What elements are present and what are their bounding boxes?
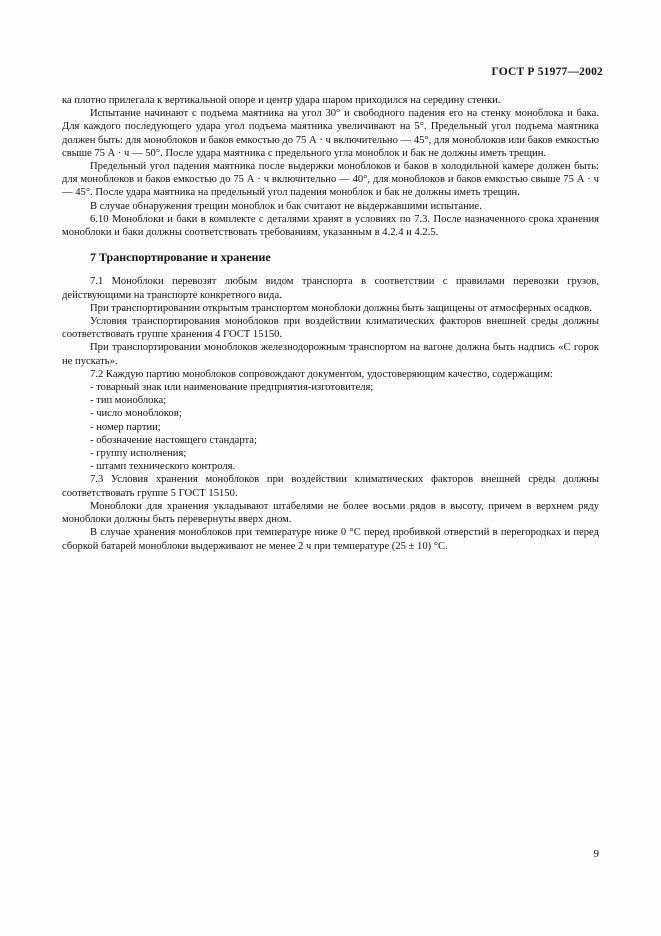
page-number: 9 — [593, 848, 599, 860]
paragraph-6-10: 6.10 Моноблоки и баки в комплекте с деталями хранят в условиях по 7.3. После назначенного срока хранения моноблоки и баки должны соответствовать требованиям, указанным в 4.2.4 и 4.2.5. — [62, 213, 599, 239]
paragraph: ка плотно прилегала к вертикальной опоре и центр удара шаром приходился на середину стенки. — [62, 95, 501, 106]
list-item: - группу исполнения; — [90, 447, 599, 460]
paragraph: При транспортировании моноблоков железнодорожным транспортом на вагоне должна быть надпись «С горок не пускать». — [62, 342, 599, 367]
paragraph: В случае хранения моноблоков при температуре ниже 0 °С перед пробивкой отверстий в перегородках и перед сборкой батарей моноблоки выдерживают не менее 2 ч при температуре (25 ± 10) °С. — [62, 527, 599, 552]
paragraph: При транспортировании открытым транспортом моноблоки должны быть защищены от атмосферных осадков. — [90, 302, 592, 314]
list-item: - номер партии; — [90, 421, 599, 434]
list-item: - штамп технического контроля. — [90, 460, 599, 473]
paragraph: Условия транспортирования моноблоков при воздействии климатических факторов внешней среды должны соответствовать группе хранения 4 ГОСТ 15150. — [62, 316, 599, 341]
document-contents-list — [62, 381, 599, 473]
document-body — [62, 94, 599, 553]
paragraph: Испытание начинают с подъема маятника на угол 30° и свободного падения его на стенку моноблока и бака. Для каждого последующего удара угол подъема маятника увеличивают на 5°. Предельный угол подъема маятника должен быть: для моноблоков и баков емкостью до 75 А · ч включительно — 45°, для моноблоков или баков емкостью свыше 75 А · ч — 50°. После удара маятника с предельного угла моноблок и бак не должны иметь трещин. — [62, 108, 599, 159]
list-item: - число моноблоков; — [90, 407, 599, 420]
paragraph: В случае обнаружения трещин моноблок и бак считают не выдержавшими испытание. — [90, 200, 482, 212]
paragraph-7-3: 7.3 Условия хранения моноблоков при воздействии климатических факторов внешней среды должны соответствовать группе 5 ГОСТ 15150. — [62, 474, 599, 499]
list-item: - тип моноблока; — [90, 394, 599, 407]
paragraph: Предельный угол падения маятника после выдержки моноблоков и баков в холодильной камере должен быть: для моноблоков и баков емкостью до 75 А · ч включительно — 40°, для моноблоков и баков емкостью свыше 75 А · ч — 45°. После удара маятника на предельный угол падения моноблок и бак не должны иметь трещин. — [62, 161, 599, 199]
paragraph-7-1: 7.1 Моноблоки перевозят любым видом транспорта в соответствии с правилами перевозки грузов, действующими на транспорте конкретного вида. — [62, 276, 599, 301]
paragraph-7-2: 7.2 Каждую партию моноблоков сопровождают документом, удостоверяющим качество, содержащим: — [90, 368, 553, 380]
section-7-title: 7 Транспортирование и хранение — [90, 250, 271, 265]
list-item: - обозначение настоящего стандарта; — [90, 434, 599, 447]
document-code-header: ГОСТ Р 51977—2002 — [491, 66, 603, 78]
list-item: - товарный знак или наименование предприятия-изготовителя; — [90, 381, 599, 394]
paragraph: Моноблоки для хранения укладывают штабелями не более восьми рядов в высоту, причем в верхнем ряду моноблоки должны быть перевернуты вверх дном. — [62, 500, 599, 526]
